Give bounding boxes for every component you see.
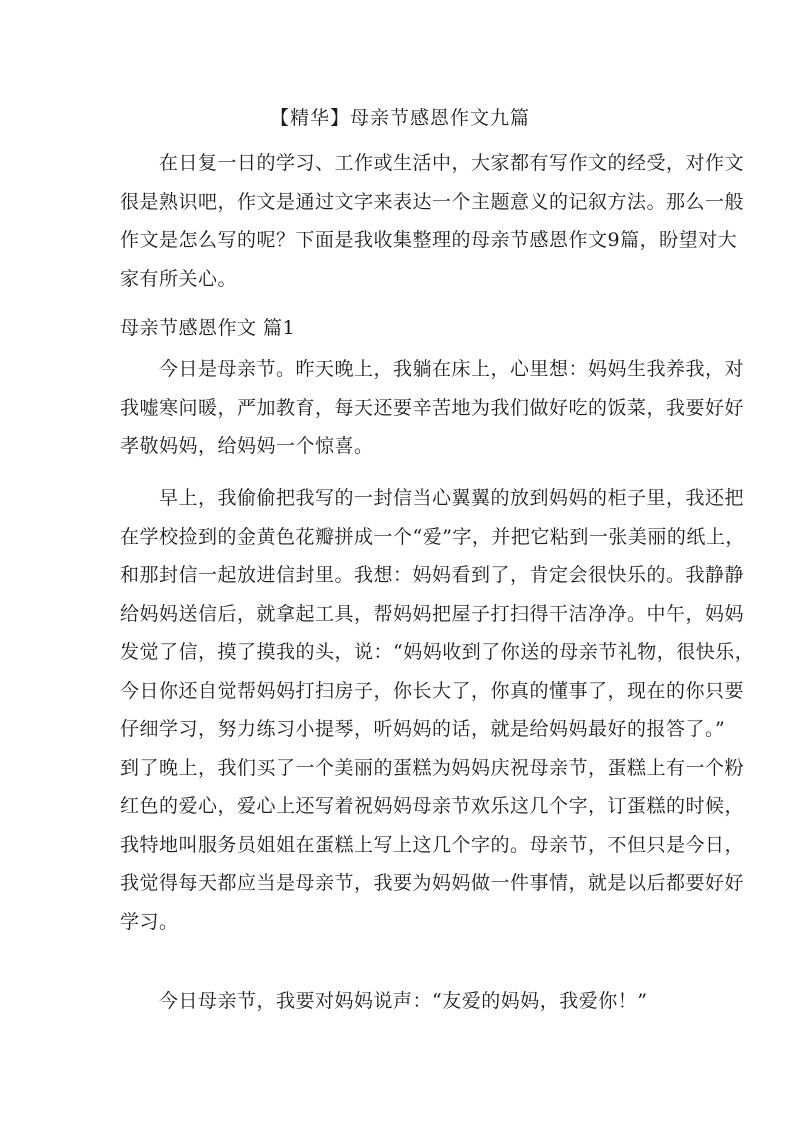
text-line: 仔细学习，努力练习小提琴，听妈妈的话，就是给妈妈最好的报答了。” <box>120 718 726 740</box>
paragraph-2 <box>120 479 755 941</box>
paragraph-3 <box>120 982 698 1021</box>
text-line: 给妈妈送信后，就拿起工具，帮妈妈把屋子打扫得干洁净净。中午，妈妈 <box>120 602 745 625</box>
text-line: 早上，我偷偷把我写的一封信当心翼翼的放到妈妈的柜子里，我还把 <box>120 487 745 509</box>
text-line: 学习。 <box>120 910 179 933</box>
text-line: 家有所关心。 <box>120 267 238 290</box>
text-line: 红色的爱心，爱心上还写着祝妈妈母亲节欢乐这几个字，订蛋糕的时候， <box>120 795 745 817</box>
text-line: 今日你还自觉帮妈妈打扫房子，你长大了，你真的懂事了，现在的你只要 <box>120 679 745 702</box>
text-line: 很是熟识吧，作文是通过文字来表达一个主题意义的记叙方法。那么一般 <box>120 190 745 213</box>
text-line: 今日是母亲节。昨天晚上，我躺在床上，心里想：妈妈生我养我，对 <box>120 358 745 380</box>
document-title: 【精华】母亲节感恩作文九篇 <box>269 107 530 129</box>
intro-paragraph <box>120 144 745 298</box>
text-line: 在日复一日的学习、工作或生活中，大家都有写作文的经受，对作文 <box>120 152 745 174</box>
paragraph-1 <box>120 350 745 466</box>
text-line: 作文是怎么写的呢？下面是我收集整理的母亲节感恩作文9篇，盼望对大 <box>120 229 738 251</box>
text-line: 我觉得每天都应当是母亲节，我要为妈妈做一件事情，就是以后都要好好 <box>120 872 745 894</box>
text-line: 今日母亲节，我要对妈妈说声：“友爱的妈妈，我爱你！” <box>120 990 648 1012</box>
text-line: 我特地叫服务员姐姐在蛋糕上写上这几个字的。母亲节，不但只是今日， <box>120 833 745 856</box>
text-line: 到了晚上，我们买了一个美丽的蛋糕为妈妈庆祝母亲节，蛋糕上有一个粉 <box>120 756 745 779</box>
section-heading: 母亲节感恩作文 篇1 <box>120 317 296 339</box>
text-line: 和那封信一起放进信封里。我想：妈妈看到了，肯定会很快乐的。我静静 <box>120 564 745 586</box>
text-line: 我嘘寒问暖，严加教育，每天还要辛苦地为我们做好吃的饭菜，我要好好 <box>120 396 745 419</box>
text-line: 孝敬妈妈，给妈妈一个惊喜。 <box>120 435 374 457</box>
text-line: 发觉了信，摸了摸我的头，说：“妈妈收到了你送的母亲节礼物，很快乐， <box>120 641 755 663</box>
text-line: 在学校捡到的金黄色花瓣拼成一个“爱”字，并把它粘到一张美丽的纸上， <box>120 525 745 548</box>
